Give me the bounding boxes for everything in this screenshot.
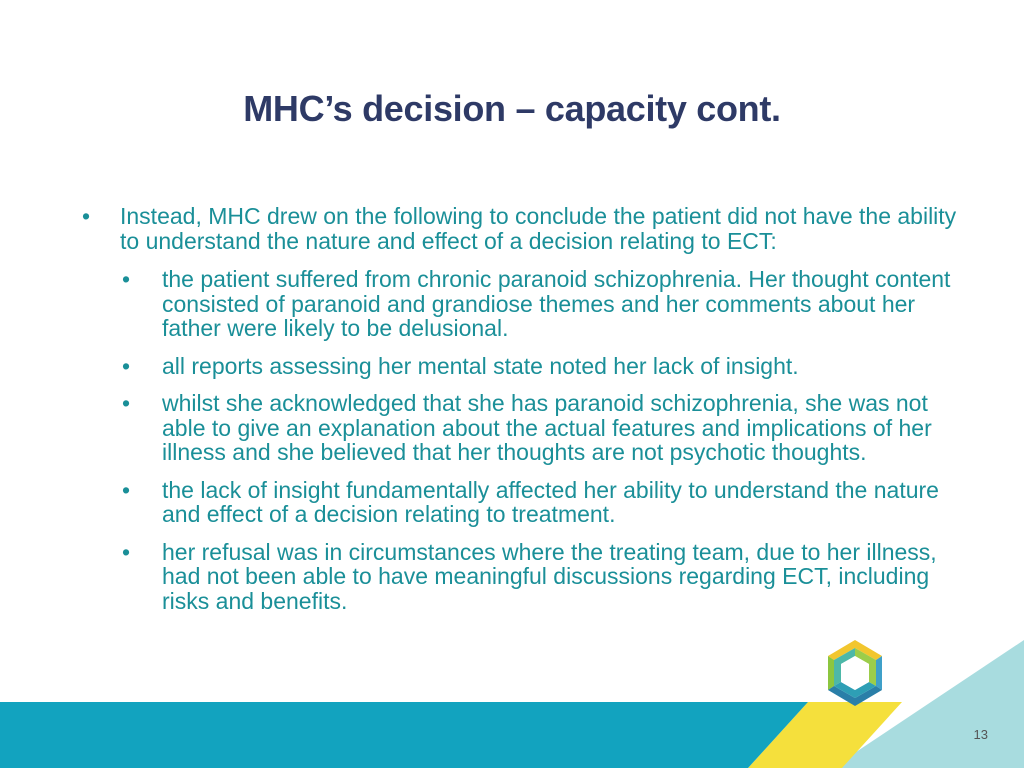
bullet-dot-icon: • — [122, 538, 131, 565]
slide-title: MHC’s decision – capacity cont. — [243, 88, 781, 129]
sub-bullet-text: the lack of insight fundamentally affected her ability to understand the nature and effect of a decision relating to treatment. — [162, 476, 939, 527]
sub-bullet-item — [120, 540, 958, 614]
bullet-dot-icon: • — [122, 352, 131, 379]
sub-bullet-text: her refusal was in circumstances where the treating team, due to her illness, had not been able to have meaningful discussions regarding ECT, including risks and benefits. — [162, 538, 937, 614]
bullet-dot-icon: • — [122, 476, 131, 503]
logo-hexagon-icon — [828, 640, 882, 706]
bullet-dot-icon: • — [122, 390, 131, 416]
bullet-dot-icon: • — [82, 203, 91, 229]
sub-bullet-item — [120, 478, 958, 527]
bullet-dot-icon: • — [122, 266, 131, 292]
bullet-item — [78, 204, 958, 253]
sub-bullet-item — [120, 267, 958, 341]
sub-bullet-item — [120, 354, 958, 379]
sub-bullet-text: all reports assessing her mental state noted her lack of insight. — [162, 352, 799, 379]
sub-bullet-text: the patient suffered from chronic paranoid schizophrenia. Her thought content consisted of paranoid and grandiose themes and her comments about her father were likely to be delusional. — [162, 266, 951, 341]
blue-band — [0, 702, 808, 768]
sub-bullet-text: whilst she acknowledged that she has paranoid schizophrenia, she was not able to give an explanation about the actual features and implications of her illness and she believed that her thoughts are not psychotic thoughts. — [162, 390, 932, 465]
slide-body — [78, 204, 958, 613]
bullet-intro-text: Instead, MHC drew on the following to conclude the patient did not have the ability to understand the nature and effect of a decision relating to ECT: — [120, 203, 957, 254]
page-number: 13 — [973, 727, 988, 742]
sub-bullet-item — [120, 391, 958, 465]
